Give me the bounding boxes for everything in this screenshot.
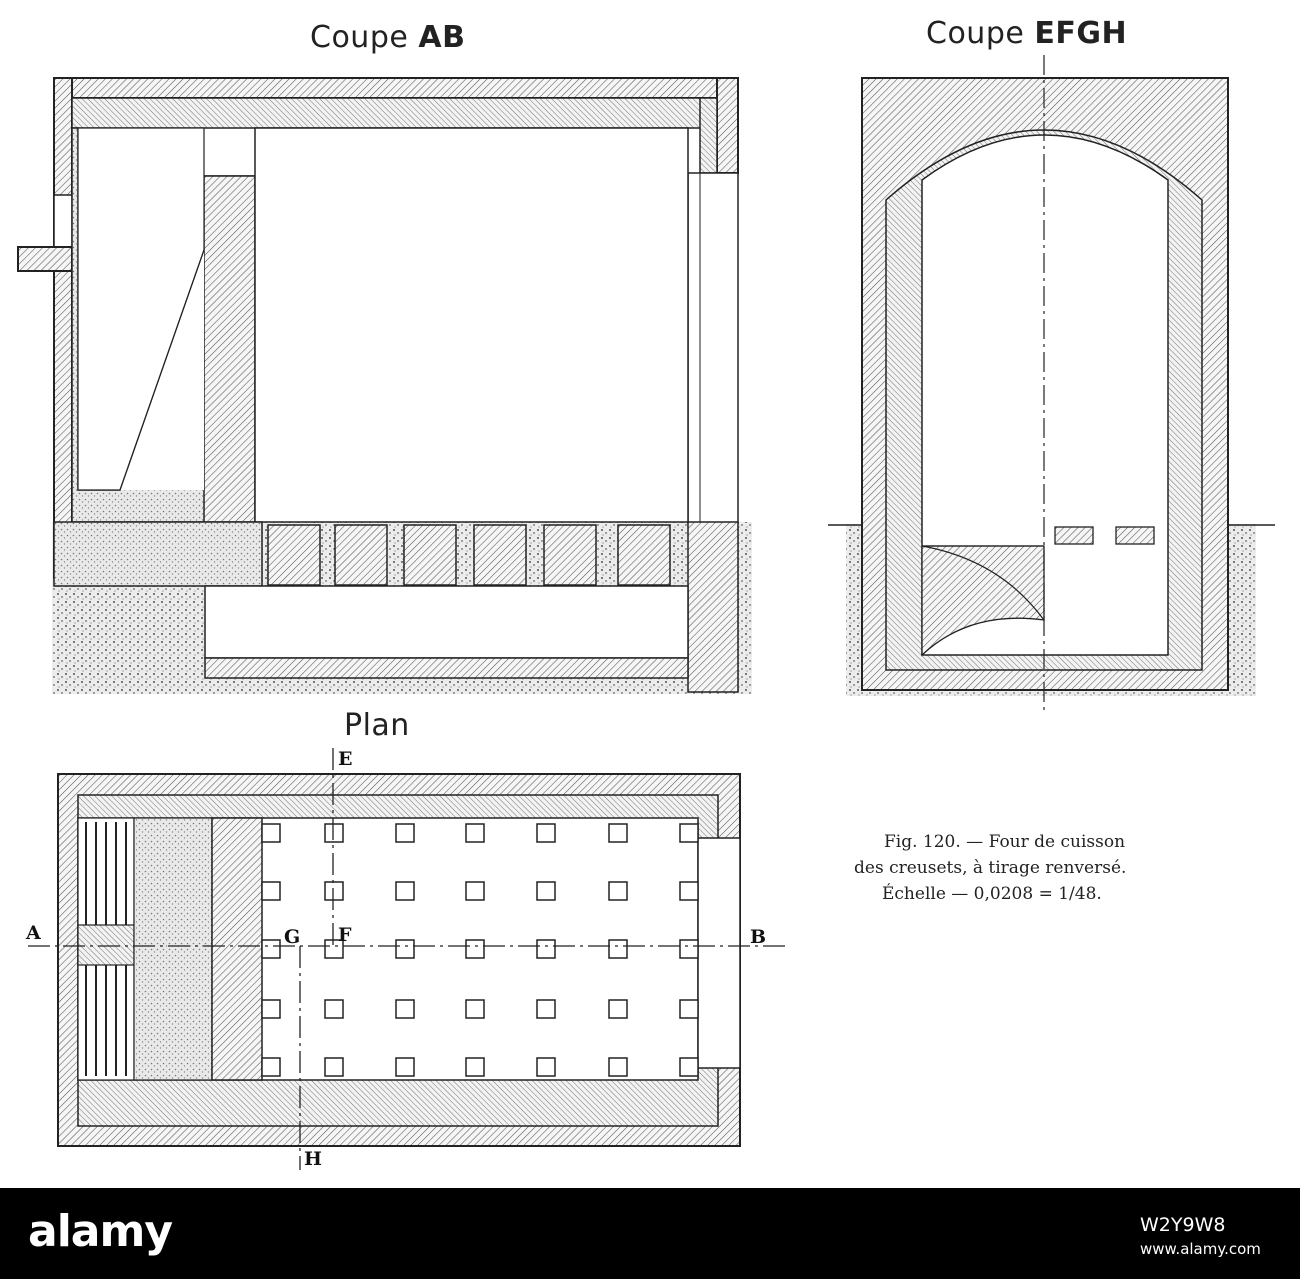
- plan-hole: [466, 824, 484, 842]
- plan-door: [698, 838, 740, 1068]
- plan-stipple-block: [134, 818, 212, 1080]
- floor-block-2: [1116, 527, 1154, 544]
- watermark-footer: [0, 1188, 1300, 1279]
- title-coupe-efgh-letters: EFGH: [1034, 16, 1128, 51]
- plan-hole: [325, 1058, 343, 1076]
- plan-hole: [396, 1058, 414, 1076]
- plan-hole: [680, 1058, 698, 1076]
- letter-f: F: [338, 924, 352, 946]
- letter-g: G: [284, 926, 301, 948]
- plan-hole: [396, 824, 414, 842]
- plan-hole: [609, 940, 627, 958]
- title-coupe-efgh: [926, 16, 1127, 51]
- coupe-ab-section: [18, 78, 752, 694]
- plan-hole: [466, 1000, 484, 1018]
- plan-hole: [609, 882, 627, 900]
- plan-hole: [262, 882, 280, 900]
- plan-hole: [609, 824, 627, 842]
- plan-hole: [396, 1000, 414, 1018]
- image-id: W2Y9W8: [1140, 1214, 1226, 1236]
- plan-hole: [396, 940, 414, 958]
- alamy-logo: alamy: [28, 1206, 172, 1257]
- plan-view: [28, 748, 785, 1170]
- plan-hole: [262, 1000, 280, 1018]
- caption-line-1: Fig. 120. — Four de cuisson: [884, 832, 1126, 852]
- main-chamber-ab: [255, 128, 688, 522]
- plan-hole: [262, 1058, 280, 1076]
- coupe-efgh-section: [828, 55, 1275, 715]
- plan-hole: [609, 1000, 627, 1018]
- bridge-wall: [72, 128, 255, 522]
- plan-hole: [325, 824, 343, 842]
- plan-hole: [680, 940, 698, 958]
- title-coupe-ab-word: Coupe: [310, 20, 409, 55]
- plan-hole: [466, 882, 484, 900]
- title-coupe-ab: [310, 20, 465, 55]
- plan-hole: [537, 1000, 555, 1018]
- caption-line-2: des creusets, à tirage renversé.: [854, 858, 1127, 878]
- plan-hole: [325, 1000, 343, 1018]
- letter-a: A: [26, 922, 41, 944]
- letter-b: B: [750, 926, 767, 948]
- ash-pit-ab: [205, 586, 688, 678]
- plan-hole: [609, 1058, 627, 1076]
- plan-hole: [537, 940, 555, 958]
- plan-hole: [325, 882, 343, 900]
- title-coupe-efgh-word: Coupe: [926, 16, 1025, 51]
- plan-hole: [680, 1000, 698, 1018]
- plan-hole: [537, 1058, 555, 1076]
- plan-grate-bars: [78, 818, 134, 1080]
- left-flue-stub: [18, 195, 72, 271]
- letter-e: E: [338, 748, 353, 770]
- footer-url: www.alamy.com: [1140, 1240, 1261, 1258]
- plan-hole: [466, 940, 484, 958]
- caption-line-3: Échelle — 0,0208 = 1/48.: [882, 884, 1102, 904]
- plan-hole: [396, 882, 414, 900]
- title-plan: Plan: [344, 708, 410, 743]
- letter-h: H: [304, 1148, 322, 1170]
- floor-block-1: [1055, 527, 1093, 544]
- plan-hole: [680, 824, 698, 842]
- plan-hole: [262, 940, 280, 958]
- plan-bridge-wall: [212, 818, 262, 1080]
- plan-hole: [537, 824, 555, 842]
- plan-hole: [680, 882, 698, 900]
- plan-hole: [262, 824, 280, 842]
- plan-hole: [537, 882, 555, 900]
- plan-hole: [466, 1058, 484, 1076]
- title-coupe-ab-letters: AB: [418, 20, 466, 55]
